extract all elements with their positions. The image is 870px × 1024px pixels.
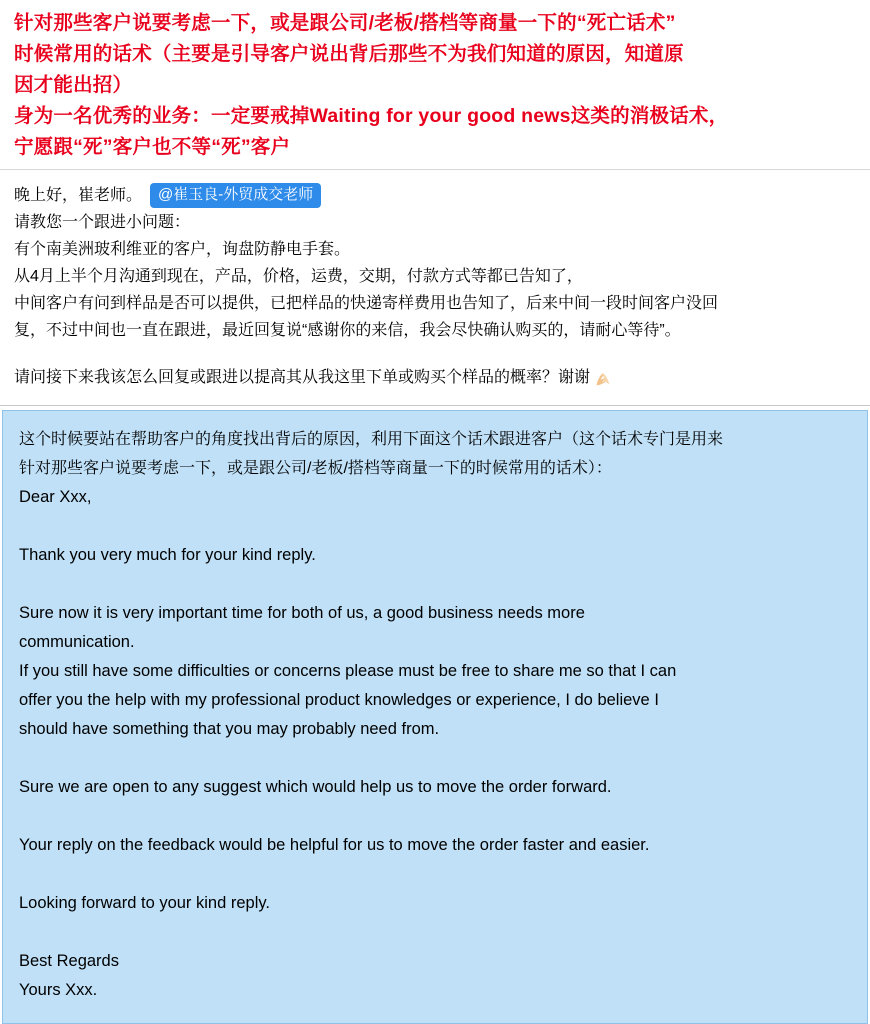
answer-body-line: Yours Xxx.: [19, 981, 98, 999]
answer-body-line: Looking forward to your kind reply.: [19, 894, 270, 912]
headline-line: 身为一名优秀的业务：一定要戒掉Waiting for your good news这类的消极话术，: [14, 105, 729, 127]
spacer: [19, 918, 851, 947]
spacer: [19, 860, 851, 889]
spacer: [19, 570, 851, 599]
question-block: [0, 169, 870, 406]
answer-body-line: Sure now it is very important time for both of us, a good business needs more: [19, 604, 585, 622]
answer-body-line: offer you the help with my professional product knowledges or experience, I do believe I: [19, 691, 659, 709]
answer-body-line: Thank you very much for your kind reply.: [19, 546, 316, 564]
answer-body-line: Dear Xxx,: [19, 488, 92, 506]
answer-body-line: If you still have some difficulties or concerns please must be free to share me so that I can: [19, 662, 677, 680]
question-greeting: 晚上好，崔老师。: [14, 187, 143, 204]
answer-intro-line: 针对那些客户说要考虑一下，或是跟公司/老板/搭档等商量一下的时候常用的话术）：: [19, 460, 612, 477]
question-line: 请教您一个跟进小问题：: [14, 214, 191, 231]
spacer: [19, 802, 851, 831]
question-line: 从4月上半个月沟通到现在，产品，价格，运费，交期，付款方式等都已告知了，: [14, 268, 583, 285]
headline-line: 因才能出招）: [14, 74, 133, 96]
question-final-row: [14, 364, 856, 391]
praying-hands-icon: [592, 367, 614, 389]
spacer: [14, 344, 856, 364]
answer-body-line: Best Regards: [19, 952, 119, 970]
spacer: [19, 512, 851, 541]
question-final-line: 请问接下来我该怎么回复或跟进以提高其从我这里下单或购买个样品的概率？谢谢: [14, 369, 591, 386]
answer-body-line: Your reply on the feedback would be helpful for us to move the order faster and easier.: [19, 836, 650, 854]
headline-line: 时候常用的话术（主要是引导客户说出背后那些不为我们知道的原因，知道原: [14, 43, 684, 65]
headline-line: 针对那些客户说要考虑一下，或是跟公司/老板/搭档等商量一下的“死亡话术”: [14, 12, 676, 34]
spacer: [19, 744, 851, 773]
headline-block: [0, 0, 870, 169]
question-line: 有个南美洲玻利维亚的客户，询盘防静电手套。: [14, 241, 351, 258]
question-line: 复，不过中间也一直在跟进，最近回复说“感谢你的来信，我会尽快确认购买的，请耐心等待”。: [14, 322, 681, 339]
mention-tag[interactable]: @崔玉良-外贸成交老师: [150, 183, 321, 208]
answer-body-line: communication.: [19, 633, 135, 651]
answer-body-line: should have something that you may probably need from.: [19, 720, 440, 738]
headline-line: 宁愿跟“死”客户也不等“死”客户: [14, 136, 291, 158]
question-greeting-row: [14, 182, 856, 209]
answer-body-line: Sure we are open to any suggest which would help us to move the order forward.: [19, 778, 612, 796]
question-line: 中间客户有问到样品是否可以提供，已把样品的快递寄样费用也告知了，后来中间一段时间客户没回: [14, 295, 719, 312]
answer-intro-line: 这个时候要站在帮助客户的角度找出背后的原因，利用下面这个话术跟进客户（这个话术专门是用来: [19, 431, 724, 448]
answer-block: [2, 410, 868, 1024]
